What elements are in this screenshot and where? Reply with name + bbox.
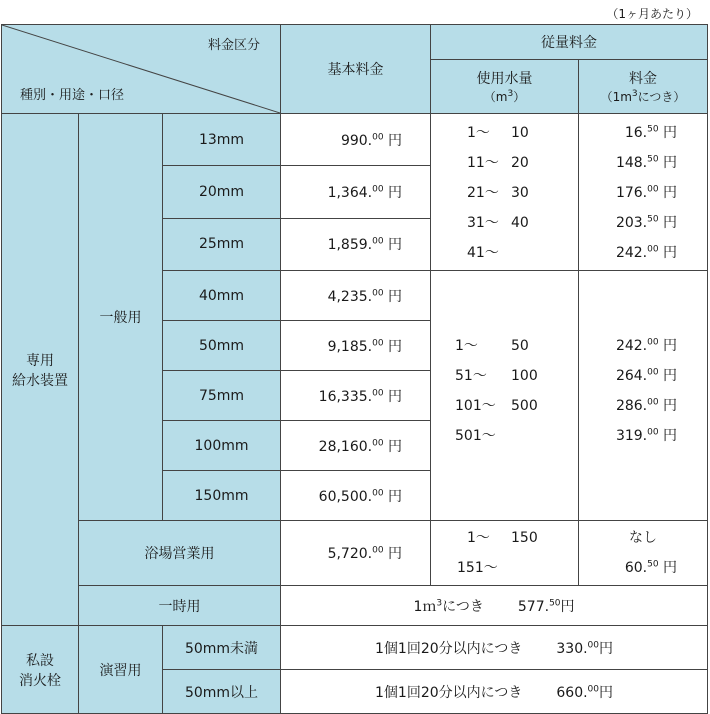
size-50mm: 50mm [163, 321, 281, 371]
general-use-label: 一般用 [79, 114, 163, 521]
private-hydrant-label: 私設 消火栓 [2, 626, 79, 714]
size-150mm: 150mm [163, 471, 281, 521]
rate-value: 16.50 円 [624, 124, 678, 141]
rate-value: 319.00 円 [615, 427, 678, 444]
volume-tier: 501～ [455, 428, 496, 444]
volume-tiers-small [431, 114, 579, 271]
rate-value: 60.50 円 [624, 559, 678, 576]
water-rate-table [1, 24, 708, 714]
size-25mm: 25mm [163, 218, 281, 270]
volume-label: 使用水量 [476, 71, 533, 88]
volume-tier: 1～ 10 [467, 125, 529, 141]
size-75mm: 75mm [163, 371, 281, 421]
volume-unit: $(m^3)$ [483, 89, 526, 105]
rate-header [579, 60, 708, 114]
size-20mm: 20mm [163, 166, 281, 218]
fee-category-label: 料金区分 [208, 38, 261, 53]
rate-value: 286.00 円 [615, 397, 678, 414]
base-fee-header: 基本料金 [281, 25, 431, 114]
size-100mm: 100mm [163, 421, 281, 471]
usage-fee-header: 従量料金 [431, 25, 708, 60]
volume-tier: 11～ 20 [467, 155, 529, 171]
rate-label: 料金 [629, 71, 658, 88]
bath-rate-tiers [579, 521, 708, 586]
volume-tier: 1～ 50 [455, 338, 529, 354]
drill-use-label: 演習用 [79, 626, 163, 714]
rate-value: 203.50 円 [615, 214, 678, 231]
rate-value: 176.00 円 [615, 184, 678, 201]
volume-tier: 51～ 100 [455, 368, 538, 384]
base-fee-13mm: 990.00 円 [281, 114, 431, 166]
size-13mm: 13mm [163, 114, 281, 166]
volume-tier: 21～ 30 [467, 185, 529, 201]
size-under-50mm: 50mm未満 [163, 626, 281, 670]
hydrant-rate-under-50mm: 1個1回20分以内につき 330.00円 [281, 626, 708, 670]
bath-base-fee: 5,720.00 円 [281, 521, 431, 586]
rate-value: 242.00 円 [615, 337, 678, 354]
rate-value: 264.00 円 [615, 367, 678, 384]
rate-unit: （$1m^3$につき） [600, 89, 686, 105]
volume-tiers-large [431, 271, 579, 521]
bath-business-label: 浴場営業用 [79, 521, 281, 586]
type-usage-size-label: 種別・用途・口径 [20, 88, 125, 103]
size-40mm: 40mm [163, 271, 281, 321]
header-corner-cell [2, 25, 281, 114]
base-fee-20mm: 1,364.00 円 [281, 166, 431, 218]
temporary-use-label: 一時用 [79, 586, 281, 626]
volume-tier: 1～ 150 [467, 530, 538, 546]
unit-note: （1ヶ月あたり） [606, 7, 698, 21]
volume-tier: 101～ 500 [455, 398, 538, 414]
hydrant-rate-50mm-over: 1個1回20分以内につき 660.00円 [281, 670, 708, 714]
volume-tier: 31～ 40 [467, 215, 529, 231]
base-fee-100mm: 28,160.00 円 [281, 421, 431, 471]
base-fee-40mm: 4,235.00 円 [281, 271, 431, 321]
dedicated-supply-label: 専用 給水装置 [2, 114, 79, 626]
volume-tier: 41～ [467, 245, 499, 261]
rate-tiers-large [579, 271, 708, 521]
size-50mm-over: 50mm以上 [163, 670, 281, 714]
rate-tiers-small [579, 114, 708, 271]
volume-header [431, 60, 579, 114]
base-fee-150mm: 60,500.00 円 [281, 471, 431, 521]
rate-value: なし [629, 530, 658, 546]
temporary-use-rate: 1ｍ$^3$につき 577.50円 [281, 586, 708, 626]
rate-value: 148.50 円 [615, 154, 678, 171]
base-fee-75mm: 16,335.00 円 [281, 371, 431, 421]
base-fee-25mm: 1,859.00 円 [281, 218, 431, 270]
volume-tier: 151～ [457, 560, 498, 576]
base-fee-50mm: 9,185.00 円 [281, 321, 431, 371]
bath-volume-tiers [431, 521, 579, 586]
rate-value: 242.00 円 [615, 244, 678, 261]
